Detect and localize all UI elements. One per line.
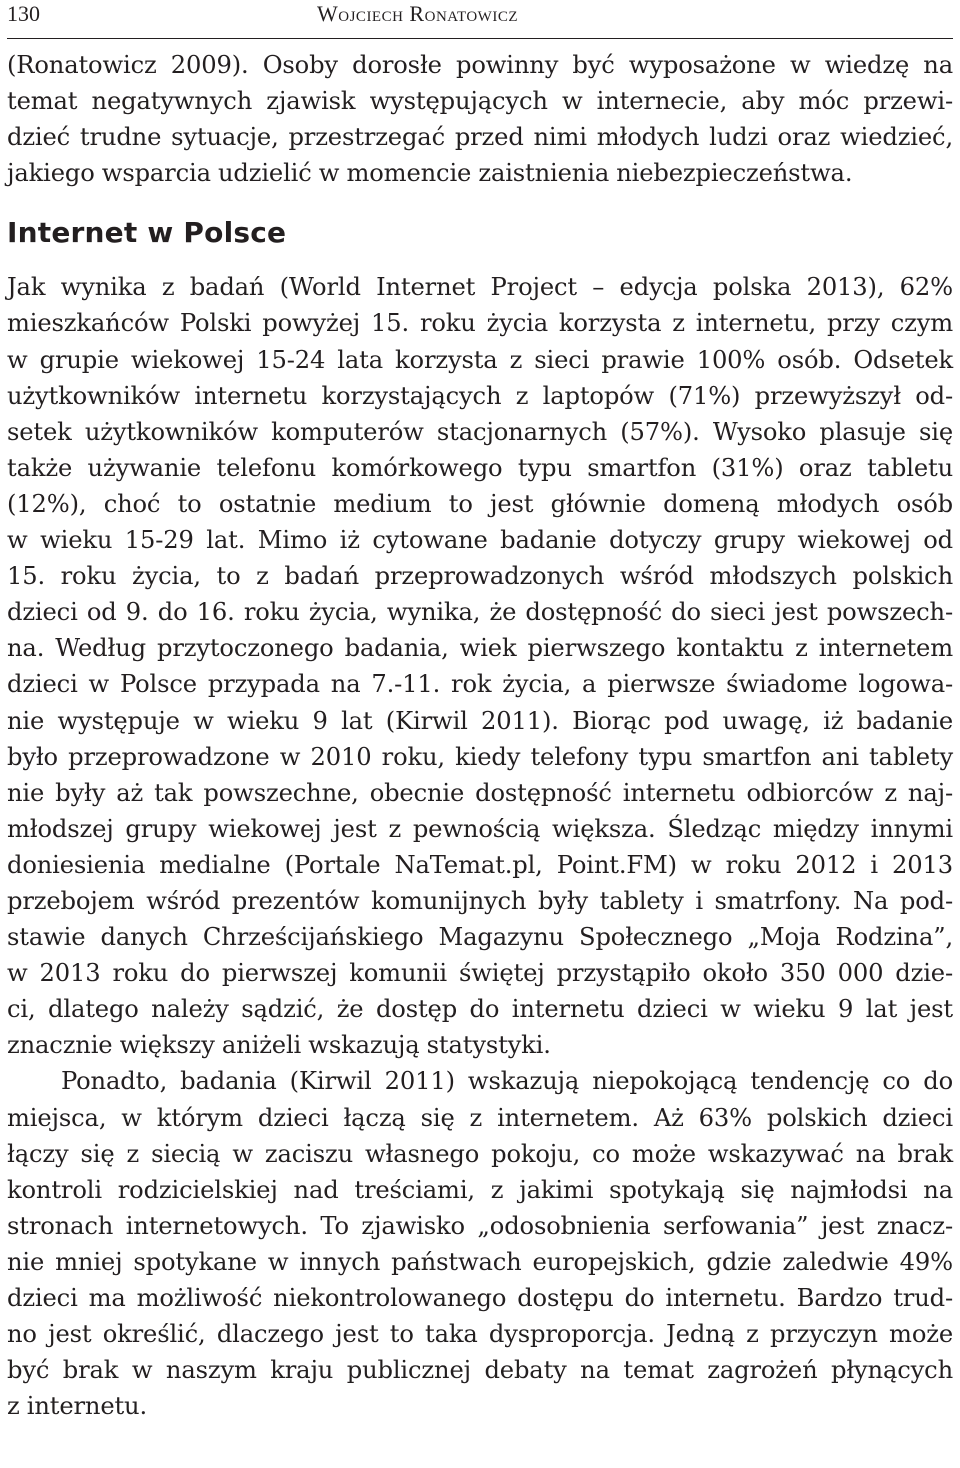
text-line: także używanie telefonu komórkowego typu smartfon (31%) oraz tabletu [7,453,953,482]
text-line: miejsca, w którym dzieci łączą się z internetem. Aż 63% polskich dzieci [7,1103,953,1132]
page-number: 130 [7,1,40,26]
section-title: Internet w Polsce [7,216,287,250]
text-line: stronach internetowych. To zjawisko „odosobnienia serfowania” jest znacz- [7,1211,953,1240]
text-line: nie występuje w wieku 9 lat (Kirwil 2011). Biorąc pod uwagę, iż badanie [7,706,953,735]
text-line: ci, dlatego należy sądzić, że dostęp do internetu dzieci w wieku 9 lat jest [7,995,953,1024]
text-line: w grupie wiekowej 15-24 lata korzysta z sieci prawie 100% osób. Odsetek [7,345,953,374]
running-author: Wojciech Ronatowicz [317,1,518,26]
text-line: setek użytkowników komputerów stacjonarnych (57%). Wysoko plasuje się [7,417,953,446]
text-line: (Ronatowicz 2009). Osoby dorosłe powinny być wyposażone w wiedzę na [7,51,953,79]
document-page [7,0,953,1424]
text-line: w 2013 roku do pierwszej komunii świętej przystąpiło około 350 000 dzie- [7,959,953,988]
text-line: 15. roku życia, to z badań przeprowadzonych wśród młodszych polskich [7,562,953,591]
text-line: no jest określić, dlaczego jest to taka dysproporcja. Jedną z przyczyn może [7,1320,953,1349]
text-line: na. Według przytoczonego badania, wiek pierwszego kontaktu z internetem [7,634,953,663]
text-line: było przeprowadzone w 2010 roku, kiedy telefony typu smartfon ani tablety [7,742,953,771]
text-line: użytkowników internetu korzystających z laptopów (71%) przewyższył od- [7,381,953,410]
text-line: nie mniej spotykane w innych państwach europejskich, gdzie zaledwie 49% [7,1247,953,1276]
text-line: w wieku 15-29 lat. Mimo iż cytowane badanie dotyczy grupy wiekowej od [7,526,953,555]
text-line: znacznie większy aniżeli wskazują statystyki. [7,1031,551,1060]
intro-paragraph [7,47,953,191]
text-line: temat negatywnych zjawisk występujących w internecie, aby móc przewi- [7,87,953,116]
text-line: łączy się z siecią w zaciszu własnego pokoju, co może wskazywać na brak [7,1139,953,1168]
text-line: młodszej grupy wiekowej jest z pewnością większa. Śledząc między innymi [7,814,953,843]
text-line: stawie danych Chrześcijańskiego Magazynu Społecznego „Moja Rodzina”, [7,923,953,952]
text-line: dzieci od 9. do 16. roku życia, wynika, że dostępność do sieci jest powszech- [7,598,953,627]
text-line: kontroli rodzicielskiej nad treściami, z jakimi spotykają się najmłodsi na [7,1175,953,1204]
paragraph-1 [7,269,953,1063]
text-line: nie były aż tak powszechne, obecnie dostępność internetu odbiorców z naj- [7,778,953,807]
text-line: z internetu. [7,1392,148,1421]
text-line: dzieć trudne sytuacje, przestrzegać przed nimi młodych ludzi oraz wiedzieć, [7,123,953,152]
text-line: przebojem wśród prezentów komunijnych były tablety i smatrfony. Na pod- [7,886,953,915]
text-line: dzieci w Polsce przypada na 7.-11. rok życia, a pierwsze świadome logowa- [7,670,953,699]
text-line: dzieci ma możliwość niekontrolowanego dostępu do internetu. Bardzo trud- [7,1284,953,1312]
running-header [7,0,953,39]
text-line: doniesienia medialne (Portale NaTemat.pl, Point.FM) w roku 2012 i 2013 [7,850,953,879]
text-line: (12%), choć to ostatnie medium to jest głównie domeną młodych osób [7,489,953,518]
paragraph-2 [7,1063,953,1424]
text-line: Jak wynika z badań (World Internet Project – edycja polska 2013), 62% [7,273,953,302]
text-line: jakiego wsparcia udzielić w momencie zaistnienia niebezpieczeństwa. [7,159,853,188]
text-line: być brak w naszym kraju publicznej debaty na temat zagrożeń płynących [7,1356,953,1385]
text-line: Ponadto, badania (Kirwil 2011) wskazują niepokojącą tendencję co do [61,1067,953,1096]
text-line: mieszkańców Polski powyżej 15. roku życia korzysta z internetu, przy czym [7,309,953,338]
